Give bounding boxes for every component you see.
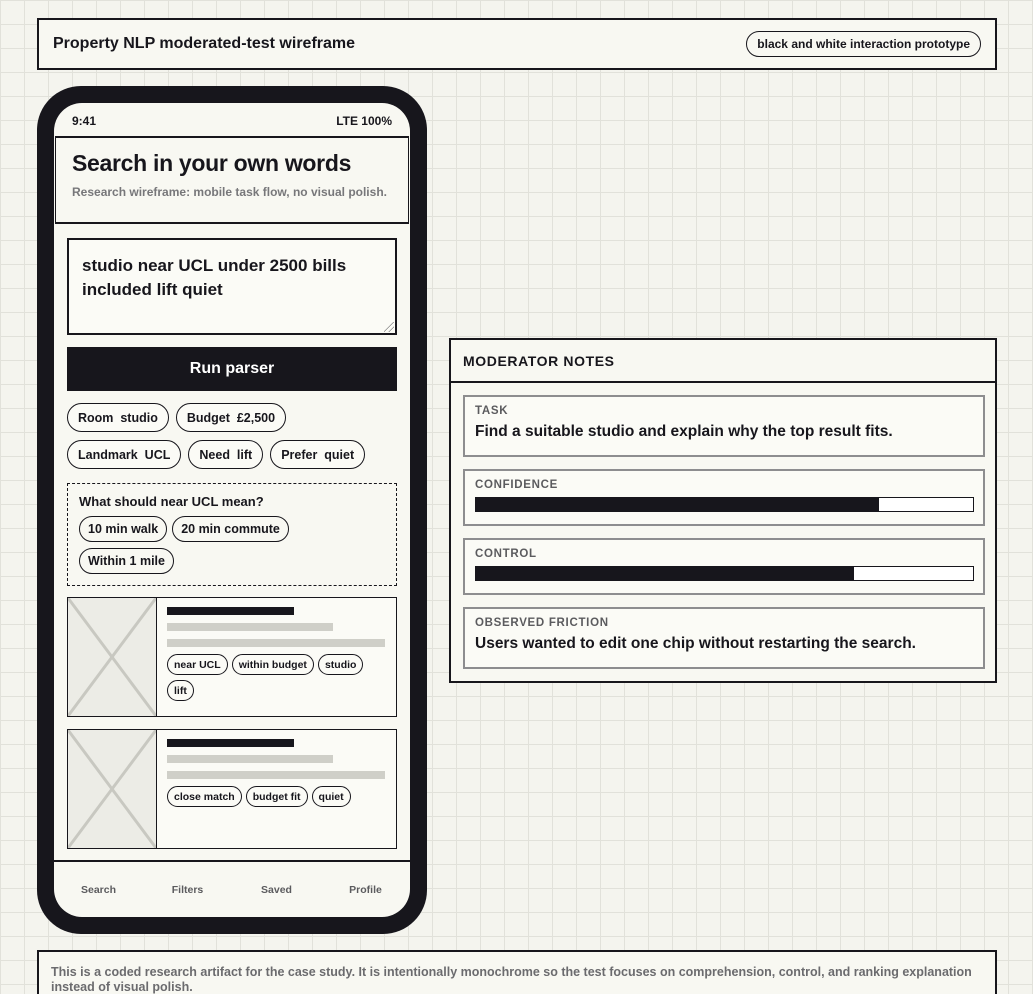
clarify-option-mile[interactable]: Within 1 mile	[79, 548, 174, 574]
text-placeholder	[167, 623, 333, 631]
clarify-option-walk[interactable]: 10 min walk	[79, 516, 167, 542]
title-placeholder	[167, 607, 294, 615]
tab-saved[interactable]: Saved	[261, 883, 292, 896]
top-bar	[37, 18, 997, 70]
image-placeholder-icon	[68, 730, 157, 848]
footer-note: This is a coded research artifact for the case study. It is intentionally monochrome so the test focuses on comprehension, control, and ranking explanation instead of visual polish.	[37, 950, 997, 994]
chip-need[interactable]: Need lift	[188, 440, 263, 469]
confidence-meter-fill	[476, 498, 879, 511]
match-tag: quiet	[312, 786, 351, 807]
control-meter-fill	[476, 567, 854, 580]
friction-label: OBSERVED FRICTION	[475, 617, 609, 629]
chip-landmark[interactable]: Landmark UCL	[67, 440, 181, 469]
friction-text: Users wanted to edit one chip without restarting the search.	[475, 635, 916, 652]
notes-heading: MODERATOR NOTES	[451, 340, 995, 383]
status-bar	[72, 114, 392, 128]
control-meter	[475, 566, 974, 581]
confidence-note	[463, 469, 985, 526]
clarify-question: What should near UCL mean?	[79, 494, 264, 509]
match-tag: close match	[167, 786, 242, 807]
phone-screen	[54, 103, 410, 917]
parsed-chips	[67, 403, 397, 469]
text-placeholder	[167, 771, 385, 779]
query-input[interactable]	[67, 238, 397, 335]
match-tag: lift	[167, 680, 194, 701]
screen-title: Search in your own words	[72, 150, 352, 176]
control-note	[463, 538, 985, 595]
run-parser-button[interactable]: Run parser	[67, 347, 397, 391]
task-label: TASK	[475, 405, 509, 417]
task-text: Find a suitable studio and explain why the top result fits.	[475, 423, 893, 440]
chip-budget[interactable]: Budget £2,500	[176, 403, 286, 432]
tab-filters[interactable]: Filters	[171, 883, 204, 896]
status-time: 9:41	[72, 114, 97, 128]
result-card[interactable]	[67, 597, 397, 717]
prototype-badge: black and white interaction prototype	[746, 31, 981, 57]
query-text: studio near UCL under 2500 bills included lift quiet	[82, 256, 347, 299]
clarify-panel	[67, 483, 397, 586]
clarify-option-commute[interactable]: 20 min commute	[172, 516, 289, 542]
match-tag: budget fit	[246, 786, 308, 807]
tab-bar	[54, 860, 410, 917]
status-signal: LTE 100%	[336, 114, 392, 128]
confidence-meter	[475, 497, 974, 512]
result-card[interactable]	[67, 729, 397, 849]
tab-profile[interactable]: Profile	[349, 883, 382, 896]
match-tag: within budget	[232, 654, 314, 675]
moderator-notes-panel	[449, 338, 997, 683]
confidence-label: CONFIDENCE	[475, 479, 559, 491]
image-placeholder-icon	[68, 598, 157, 716]
match-tag: studio	[318, 654, 364, 675]
screen-subtitle: Research wireframe: mobile task flow, no visual polish.	[72, 185, 387, 199]
phone-frame	[37, 86, 427, 934]
chip-prefer[interactable]: Prefer quiet	[270, 440, 365, 469]
text-placeholder	[167, 755, 333, 763]
title-placeholder	[167, 739, 294, 747]
chip-room[interactable]: Room studio	[67, 403, 169, 432]
resize-handle-icon[interactable]	[384, 322, 394, 332]
friction-note	[463, 607, 985, 669]
control-label: CONTROL	[475, 548, 537, 560]
task-note	[463, 395, 985, 457]
match-tag: near UCL	[167, 654, 228, 675]
page-title: Property NLP moderated-test wireframe	[53, 35, 356, 52]
tab-search[interactable]: Search	[80, 883, 117, 896]
text-placeholder	[167, 639, 385, 647]
screen-header	[55, 136, 409, 224]
